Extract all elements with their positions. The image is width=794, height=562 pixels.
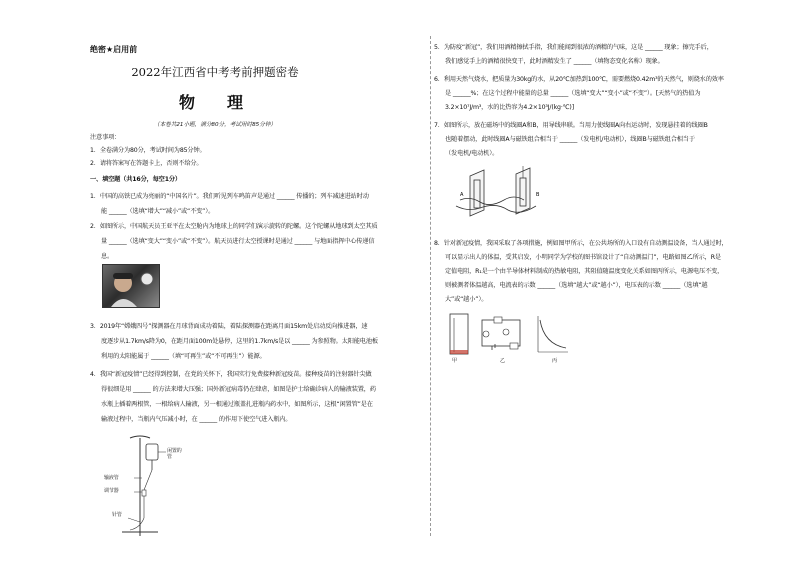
q7-line: （发电机/电动机）。 bbox=[445, 150, 499, 157]
q3-line: 利用的太阳能属于 ______（填“可再生”或“不可再生”）能源。 bbox=[101, 353, 266, 360]
q8-line: 定值电阻，R₁是一个由半导体材料制成的热敏电阻，其阻值随温度变化关系如图丙所示，电源电压不变， bbox=[445, 268, 724, 275]
q5-line: 我们感觉手上的酒精很快变干，此时酒精发生了 ______（填物态变化名称）现象。 bbox=[445, 58, 664, 65]
q8-line: 则被测者体温越高，电流表的示数 ______（选填“越大”或“越小”），电压表的示数 ______（选填“越 bbox=[445, 282, 708, 289]
temperature-gate-diagram bbox=[446, 312, 572, 362]
q8-line: 大”或“越小”）。 bbox=[445, 296, 488, 303]
q3-line: 3．2019年“嫦娥四号”探测器在月球背面成功着陆，着陆探测器在距离月面15km处启动反向推进器，速 bbox=[90, 323, 368, 330]
coil-label-b: B bbox=[536, 192, 540, 198]
astronaut-photo bbox=[102, 264, 160, 308]
secret-label: 绝密★启用前 bbox=[90, 45, 138, 54]
q7-line: 也随着摆动，此时线圈A与磁铁组合相当于 ______（发电机/电动机），线圈B与磁铁组合相当于 bbox=[445, 136, 695, 143]
q6-line: 6．利用天然气烧水，把质量为30kg的水，从20℃加热到100℃，需要燃烧0.42m³的天然气，则烧水的效率 bbox=[434, 76, 724, 83]
note-item-2: 2．请将答案写在答题卡上，否则不给分。 bbox=[90, 160, 203, 167]
subject-title: 物 理 bbox=[178, 93, 251, 112]
exam-meta: （本卷共21小题，满分80分，考试用时85分钟） bbox=[153, 122, 277, 128]
coil-magnet-diagram bbox=[450, 166, 550, 226]
q8-line: 8．针对新冠疫情，我国采取了各项措施，例如图甲所示，在公共场所的入口设有自动测温设备，当人通过时， bbox=[434, 240, 728, 247]
q3-line: 度逐步从1.7km/s降为0，在距月面100m处悬停，这里的1.7km/s是以 ______ 为参照物。太阳能电池板 bbox=[101, 338, 378, 345]
coil-label-a: A bbox=[460, 192, 464, 198]
fig8-label-a: 甲 bbox=[452, 358, 457, 364]
note-item-1: 1．全卷满分为80分，考试时间为85分钟。 bbox=[90, 147, 206, 154]
q5-line: 5．为防疫“新冠”，我们用酒精擦拭手指，我们能闻到很浓的酒精的气味，这是 ______ 现象；擦完手后， bbox=[434, 44, 713, 51]
q6-line: 3.2×10⁷J/m³，水的比热容为4.2×10³J/(kg·℃)] bbox=[445, 104, 574, 111]
fig4-label-regulator: 调节器 bbox=[104, 488, 119, 494]
fig4-label-needle: 针管 bbox=[112, 512, 122, 518]
q1-line: 能 ______（选填“增大”“减小”或“不变”）。 bbox=[101, 208, 215, 215]
astronaut-photo-illustration bbox=[103, 265, 159, 307]
fig4-label-tube: 输液管 bbox=[104, 475, 119, 481]
q4-line: 得很细是用 ______ 的方法来增大压强；国外新冠病毒仍在肆虐，如图是护士给确诊病人的输液装置，药 bbox=[101, 386, 376, 393]
q6-line: 是 ______%；在这个过程中能量的总量 ______（选填“变大”“变小”或“不变”）。[天然气的热值为 bbox=[445, 90, 701, 97]
q7-line: 7．如图所示，放在磁场中的线圈A和B，用导线串联。当用力使线圈A向右运动时，发现悬挂着的线圈B bbox=[434, 122, 708, 129]
q2-line: 量 ______（选填“变大”“变小”或“不变”）。航天员进行太空授课时是通过 ______ 与地面指挥中心传递信 bbox=[101, 238, 375, 245]
q4-line: 水瓶上插着两根管，一根给病人输液，另一根通过瓶盖扎进瓶内药水中，如图所示，这根“闲置管”是在 bbox=[101, 401, 373, 408]
fig8-label-c: 丙 bbox=[552, 358, 557, 364]
q2-line: 2．如图所示，中国航天员王亚平在太空舱内为地球上的同学们演示旋转的陀螺。这个陀螺从地球到太空其质 bbox=[90, 223, 378, 230]
section-heading: 一、填空题（共16分，每空1分） bbox=[90, 176, 181, 183]
fig4-label-idle-tube: 闲置的管 bbox=[167, 448, 182, 460]
exam-title: 2022年江西省中考考前押题密卷 bbox=[131, 65, 299, 79]
fig8-label-b: 乙 bbox=[500, 358, 505, 364]
q4-line: 4．我国“新冠疫情”已经得到控制，在党的关怀下，我国实行免费接种新冠疫苗。接种疫苗的注射器针尖做 bbox=[90, 371, 372, 378]
q4-line: 输液过程中，当瓶内气压减小时，在 ______ 的作用下使空气进入瓶内。 bbox=[101, 416, 292, 423]
q1-line: 1．中国的高铁已成为亮丽的“中国名片”。我们听见列车鸣笛声是通过 ______ 传播的；列车减速进站时动 bbox=[90, 193, 369, 200]
q8-line: 可以显示出人的体温，受其启发，小明同学为学校的图书馆设计了“自动测温门”，电路如图乙所示，R是 bbox=[445, 254, 721, 261]
q2-line: 息。 bbox=[101, 253, 114, 260]
notes-heading: 注意事项： bbox=[90, 134, 121, 141]
column-divider bbox=[430, 36, 431, 536]
